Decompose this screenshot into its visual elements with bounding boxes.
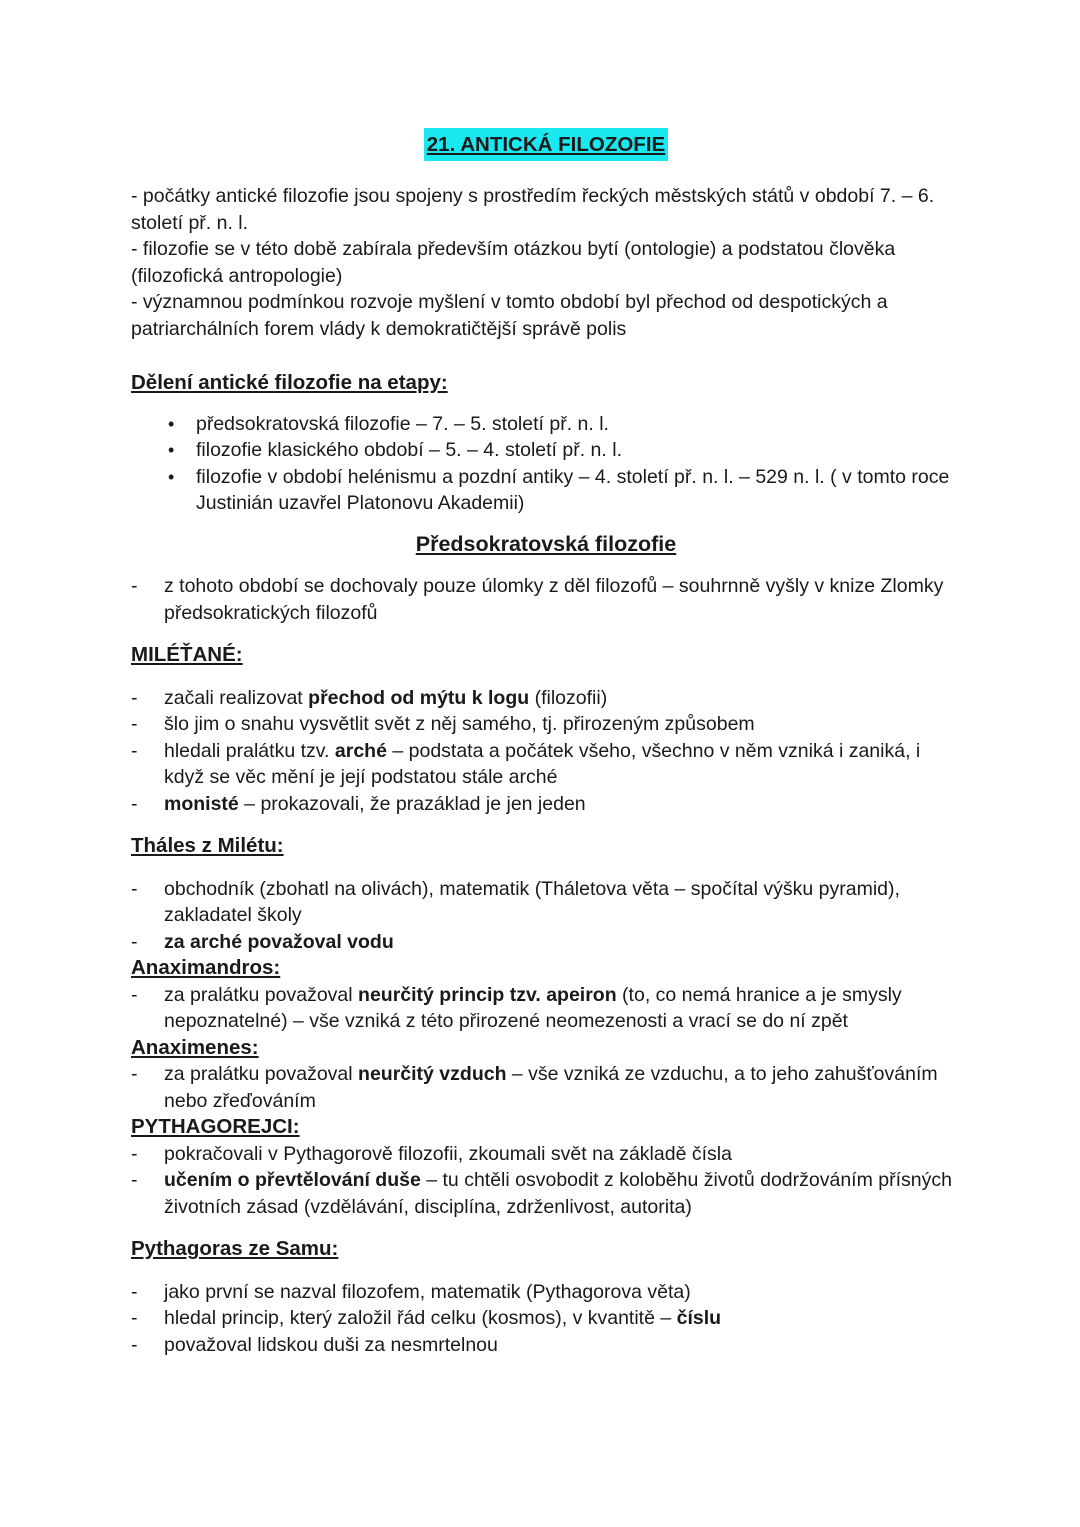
dash-icon: - [131, 1280, 138, 1303]
emphasis-text: neurčitý vzduch [358, 1063, 507, 1085]
list-item: - učením o převtělování duše – tu chtěli osvobodit z koloběhu životů dodržováním přísných životních zásad (vzdělávání, disciplína, zdrženlivost, autorita) [131, 1169, 952, 1218]
list-item: - obchodník (zbohatl na olivách), matematik (Tháletova věta – spočítal výšku pyramid), zakladatel školy [131, 877, 900, 926]
list-item: - začali realizovat přechod od mýtu k logu (filozofii) [131, 685, 961, 712]
list-item: • filozofie v období helénismu a pozdní antiky – 4. století př. n. l. – 529 n. l. ( v tomto roce Justinián uzavřel Platonovu Akademii) [168, 465, 950, 514]
list-item: - z tohoto období se dochovaly pouze úlomky z děl filozofů – souhrnně vyšly v knize Zlomky předsokratických filozofů [131, 575, 944, 624]
list-item: - monisté – prokazovali, že prazáklad je jen jeden [131, 791, 961, 818]
miletane-heading: MILÉŤANÉ: [131, 643, 243, 666]
emphasis-text: arché [334, 739, 387, 762]
dash-icon: - [131, 1063, 138, 1085]
list-item [131, 929, 961, 956]
dash-icon: - [131, 1333, 138, 1356]
anaximenes-heading: Anaximenes: [131, 1035, 259, 1059]
intro-paragraph: - významnou podmínkou rozvoje myšlení v tomto období byl přechod od despotických a patriarchálních forem vlády k demokratičtější správě polis [131, 291, 888, 340]
emphasis-text: za arché považoval vodu [164, 930, 394, 953]
thales-list [131, 876, 961, 956]
list-item: • filozofie klasického období – 5. – 4. století př. n. l. [164, 437, 961, 464]
bullet-icon: • [168, 413, 175, 434]
title-wrap [131, 128, 961, 161]
etapy-list [131, 411, 961, 517]
dash-icon: - [131, 930, 138, 953]
dash-icon: - [131, 739, 138, 762]
list-item: - pokračovali v Pythagorově filozofii, zkoumali svět na základě čísla [131, 1141, 961, 1168]
dash-icon: - [131, 1307, 138, 1329]
list-item: - hledal princip, který založil řád celku (kosmos), v kvantitě – číslu [131, 1305, 961, 1332]
list-item: • předsokratovská filozofie – 7. – 5. století př. n. l. [164, 411, 961, 438]
pythagoras-list [131, 1279, 961, 1359]
list-item: - hledali pralátku tzv. arché – podstata a počátek všeho, všechno v něm vzniká i zaniká, i když se věc mění je její podstatou stále arché [131, 739, 921, 788]
list-item: - za pralátku považoval neurčitý princip tzv. apeiron (to, co nemá hranice a je smysly nepoznatelné) – vše vzniká z této přirozené neomezenosti a vrací se do ní zpět [131, 983, 902, 1032]
pythagorejci-heading: PYTHAGOREJCI: [131, 1115, 300, 1138]
dash-icon: - [131, 686, 138, 709]
emphasis-text: učením o převtělování duše [164, 1169, 421, 1191]
dash-icon: - [131, 877, 138, 900]
intro-paragraph: - počátky antické filozofie jsou spojeny s prostředím řeckých městských států v období 7. – 6. století př. n. l. [131, 185, 935, 234]
dash-icon: - [131, 983, 138, 1006]
anaximenes-list [131, 1061, 961, 1114]
bullet-icon: • [168, 440, 175, 460]
predsokratovska-list [131, 573, 961, 626]
emphasis-text: číslu [676, 1307, 722, 1329]
thales-heading: Tháles z Milétu: [131, 834, 284, 857]
pythagoras-heading: Pythagoras ze Samu: [131, 1237, 339, 1260]
miletane-list [131, 685, 961, 818]
document-title: 21. ANTICKÁ FILOZOFIE [424, 128, 668, 161]
dash-icon: - [131, 792, 138, 815]
list-item: - za pralátku považoval neurčitý vzduch – vše vzniká ze vzduchu, a to jeho zahušťováním nebo zřeďováním [131, 1063, 938, 1112]
emphasis-text: neurčitý princip tzv. apeiron [358, 983, 617, 1006]
emphasis-text: monisté [164, 792, 239, 815]
emphasis-text: přechod od mýtu k logu [308, 686, 530, 709]
anaximandros-heading: Anaximandros: [131, 956, 281, 979]
predsokratovska-heading: Předsokratovská filozofie [415, 531, 677, 556]
dash-icon: - [131, 575, 138, 597]
list-item: - jako první se nazval filozofem, matematik (Pythagorova věta) [131, 1279, 961, 1306]
intro-paragraph: - filozofie se v této době zabírala především otázkou bytí (ontologie) a podstatou člověka (filozofická antropologie) [131, 238, 896, 287]
intro-section [131, 183, 961, 342]
bullet-icon: • [168, 466, 175, 487]
pythagorejci-list [131, 1141, 961, 1221]
dash-icon: - [131, 713, 138, 735]
etapy-heading: Dělení antické filozofie na etapy: [131, 371, 448, 394]
anaximandros-list [131, 982, 961, 1035]
document-page [131, 128, 961, 1358]
dash-icon: - [131, 1169, 138, 1191]
dash-icon: - [131, 1142, 138, 1165]
list-item: - šlo jim o snahu vysvětlit svět z něj samého, tj. přirozeným způsobem [131, 711, 961, 738]
list-item: - považoval lidskou duši za nesmrtelnou [131, 1332, 961, 1359]
